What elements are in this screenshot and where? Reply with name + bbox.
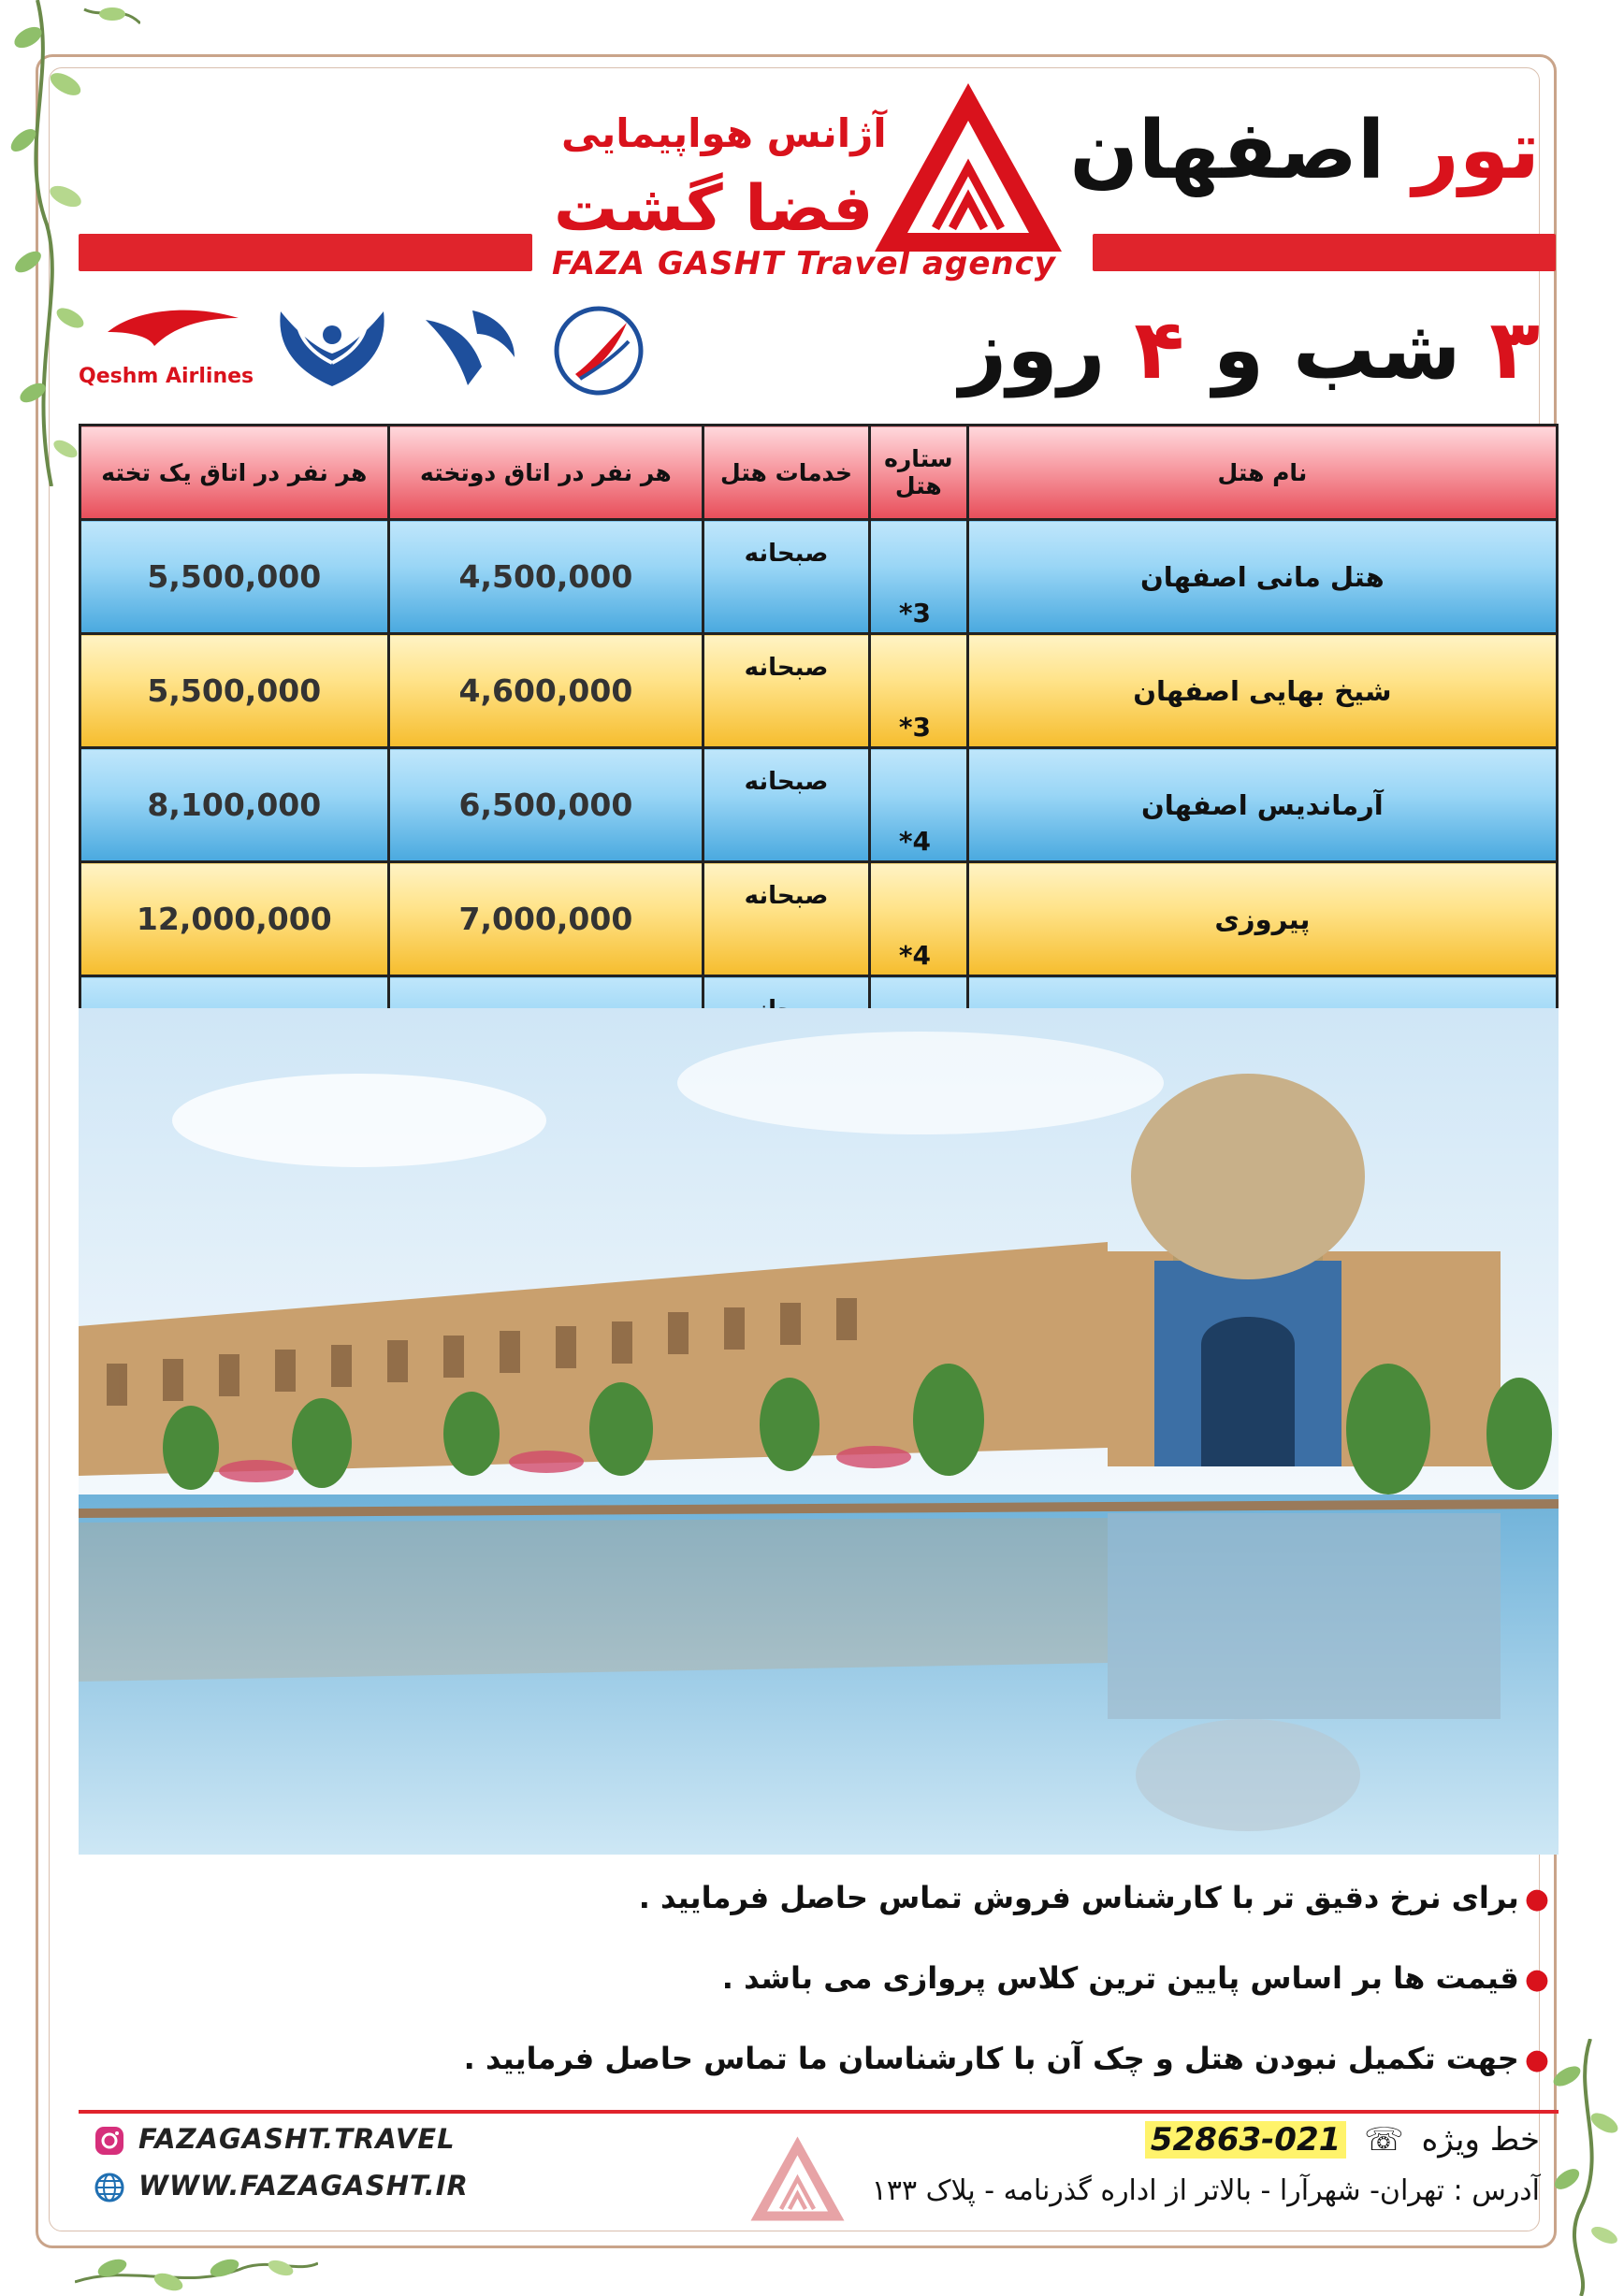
header-bar-left: [79, 234, 532, 271]
single-room-price-cell: 5,500,000: [80, 520, 389, 634]
agency-triangle-logo-icon: [870, 79, 1066, 256]
note-text: برای نرخ دقیق تر با کارشناس فروش تماس حاصل فرمایید .: [638, 1880, 1519, 1915]
single-room-price-cell: 8,100,000: [80, 748, 389, 862]
address-text: آدرس : تهران- شهرآرا - بالاتر از اداره گذرنامه - پلاک ۱۳۳: [871, 2174, 1540, 2207]
duration-days-number: ۴: [1134, 301, 1184, 397]
hotel-services-cell: صبحانه: [703, 862, 870, 976]
notes-list: [464, 1880, 1549, 2121]
note-item: [464, 1960, 1549, 2003]
footer-logo-icon: [748, 2134, 847, 2223]
globe-icon: [94, 2172, 125, 2203]
single-room-price-cell: 12,000,000: [80, 862, 389, 976]
instagram-icon: [94, 2125, 125, 2157]
phone-icon: ☏: [1364, 2121, 1404, 2159]
agency-name-fa: فضا گشت: [554, 172, 874, 246]
tour-title-prefix: تور: [1413, 104, 1540, 197]
hotel-stars-cell: 4*: [869, 862, 967, 976]
iran-air-logo-icon: [416, 301, 524, 390]
hotel-services-cell: صبحانه: [703, 634, 870, 748]
hotel-name-cell: آرماندیس اصفهان: [967, 748, 1557, 862]
note-item: [464, 1880, 1549, 1923]
header-hotel-services: خدمات هتل: [703, 426, 870, 520]
table-row: [80, 634, 1558, 748]
hotline: [1145, 2121, 1540, 2159]
header-hotel-name: نام هتل: [967, 426, 1557, 520]
header-double-room-price: هر نفر در اتاق دوتخته: [388, 426, 703, 520]
tour-title: [1069, 104, 1540, 197]
hotline-label: خط ویژه: [1421, 2121, 1540, 2159]
bullet-icon: ●: [1524, 1883, 1549, 1915]
single-room-price-cell: 5,500,000: [80, 634, 389, 748]
tour-duration: [959, 301, 1540, 397]
hotel-services-cell: صبحانه: [703, 748, 870, 862]
double-room-price-cell: 4,500,000: [388, 520, 703, 634]
iran-aseman-logo-icon: [552, 304, 645, 397]
double-room-price-cell: 7,000,000: [388, 862, 703, 976]
double-room-price-cell: 6,500,000: [388, 748, 703, 862]
header-hotel-stars: ستاره هتل: [869, 426, 967, 520]
duration-nights-number: ۳: [1489, 301, 1540, 397]
vine-bottom-left-decoration: [75, 2226, 318, 2296]
hotel-services-cell: صبحانه: [703, 520, 870, 634]
note-text: جهت تکمیل نبودن هتل و چک آن با کارشناسان ما تماس حاصل فرمایید .: [463, 2041, 1519, 2076]
note-item: [464, 2041, 1549, 2084]
bullet-icon: ●: [1524, 2043, 1549, 2076]
bullet-icon: ●: [1524, 1963, 1549, 1996]
agency-name-en: FAZA GASHT Travel agency: [552, 245, 1056, 282]
hotel-stars-cell: 4*: [869, 748, 967, 862]
hotel-name-cell: شیخ بهایی اصفهان: [967, 634, 1557, 748]
hotel-stars-cell: 3*: [869, 634, 967, 748]
duration-nights-word: شب و: [1212, 301, 1461, 397]
agency-tagline: آژانس هواپیمایی: [561, 110, 887, 156]
duration-days-word: روز: [959, 301, 1106, 397]
header-single-room-price: هر نفر در اتاق یک تخته: [80, 426, 389, 520]
isfahan-mosque-photo: [79, 1008, 1559, 1855]
hotel-stars-cell: 3*: [869, 520, 967, 634]
table-row: [80, 520, 1558, 634]
table-row: [80, 862, 1558, 976]
tour-title-city: اصفهان: [1069, 104, 1385, 197]
double-room-price-cell: 4,600,000: [388, 634, 703, 748]
instagram-handle[interactable]: FAZAGASHT.TRAVEL: [138, 2123, 456, 2155]
note-text: قیمت ها بر اساس پایین ترین کلاس پروازی می باشد .: [721, 1960, 1519, 1996]
header-bar-right: [1093, 234, 1556, 271]
hotel-name-cell: هتل مانی اصفهان: [967, 520, 1557, 634]
footer-divider: [79, 2110, 1559, 2114]
qeshm-airlines-label: Qeshm Airlines: [79, 365, 254, 388]
hotel-name-cell: پیروزی: [967, 862, 1557, 976]
hotel-price-table: [79, 424, 1559, 1091]
hotline-number[interactable]: 021-52863: [1145, 2121, 1346, 2159]
mahan-air-logo-icon: [271, 297, 393, 396]
table-header-row: [80, 426, 1558, 520]
website-link[interactable]: WWW.FAZAGASHT.IR: [138, 2170, 469, 2202]
qeshm-airlines-logo-icon: [98, 304, 248, 360]
table-row: [80, 748, 1558, 862]
